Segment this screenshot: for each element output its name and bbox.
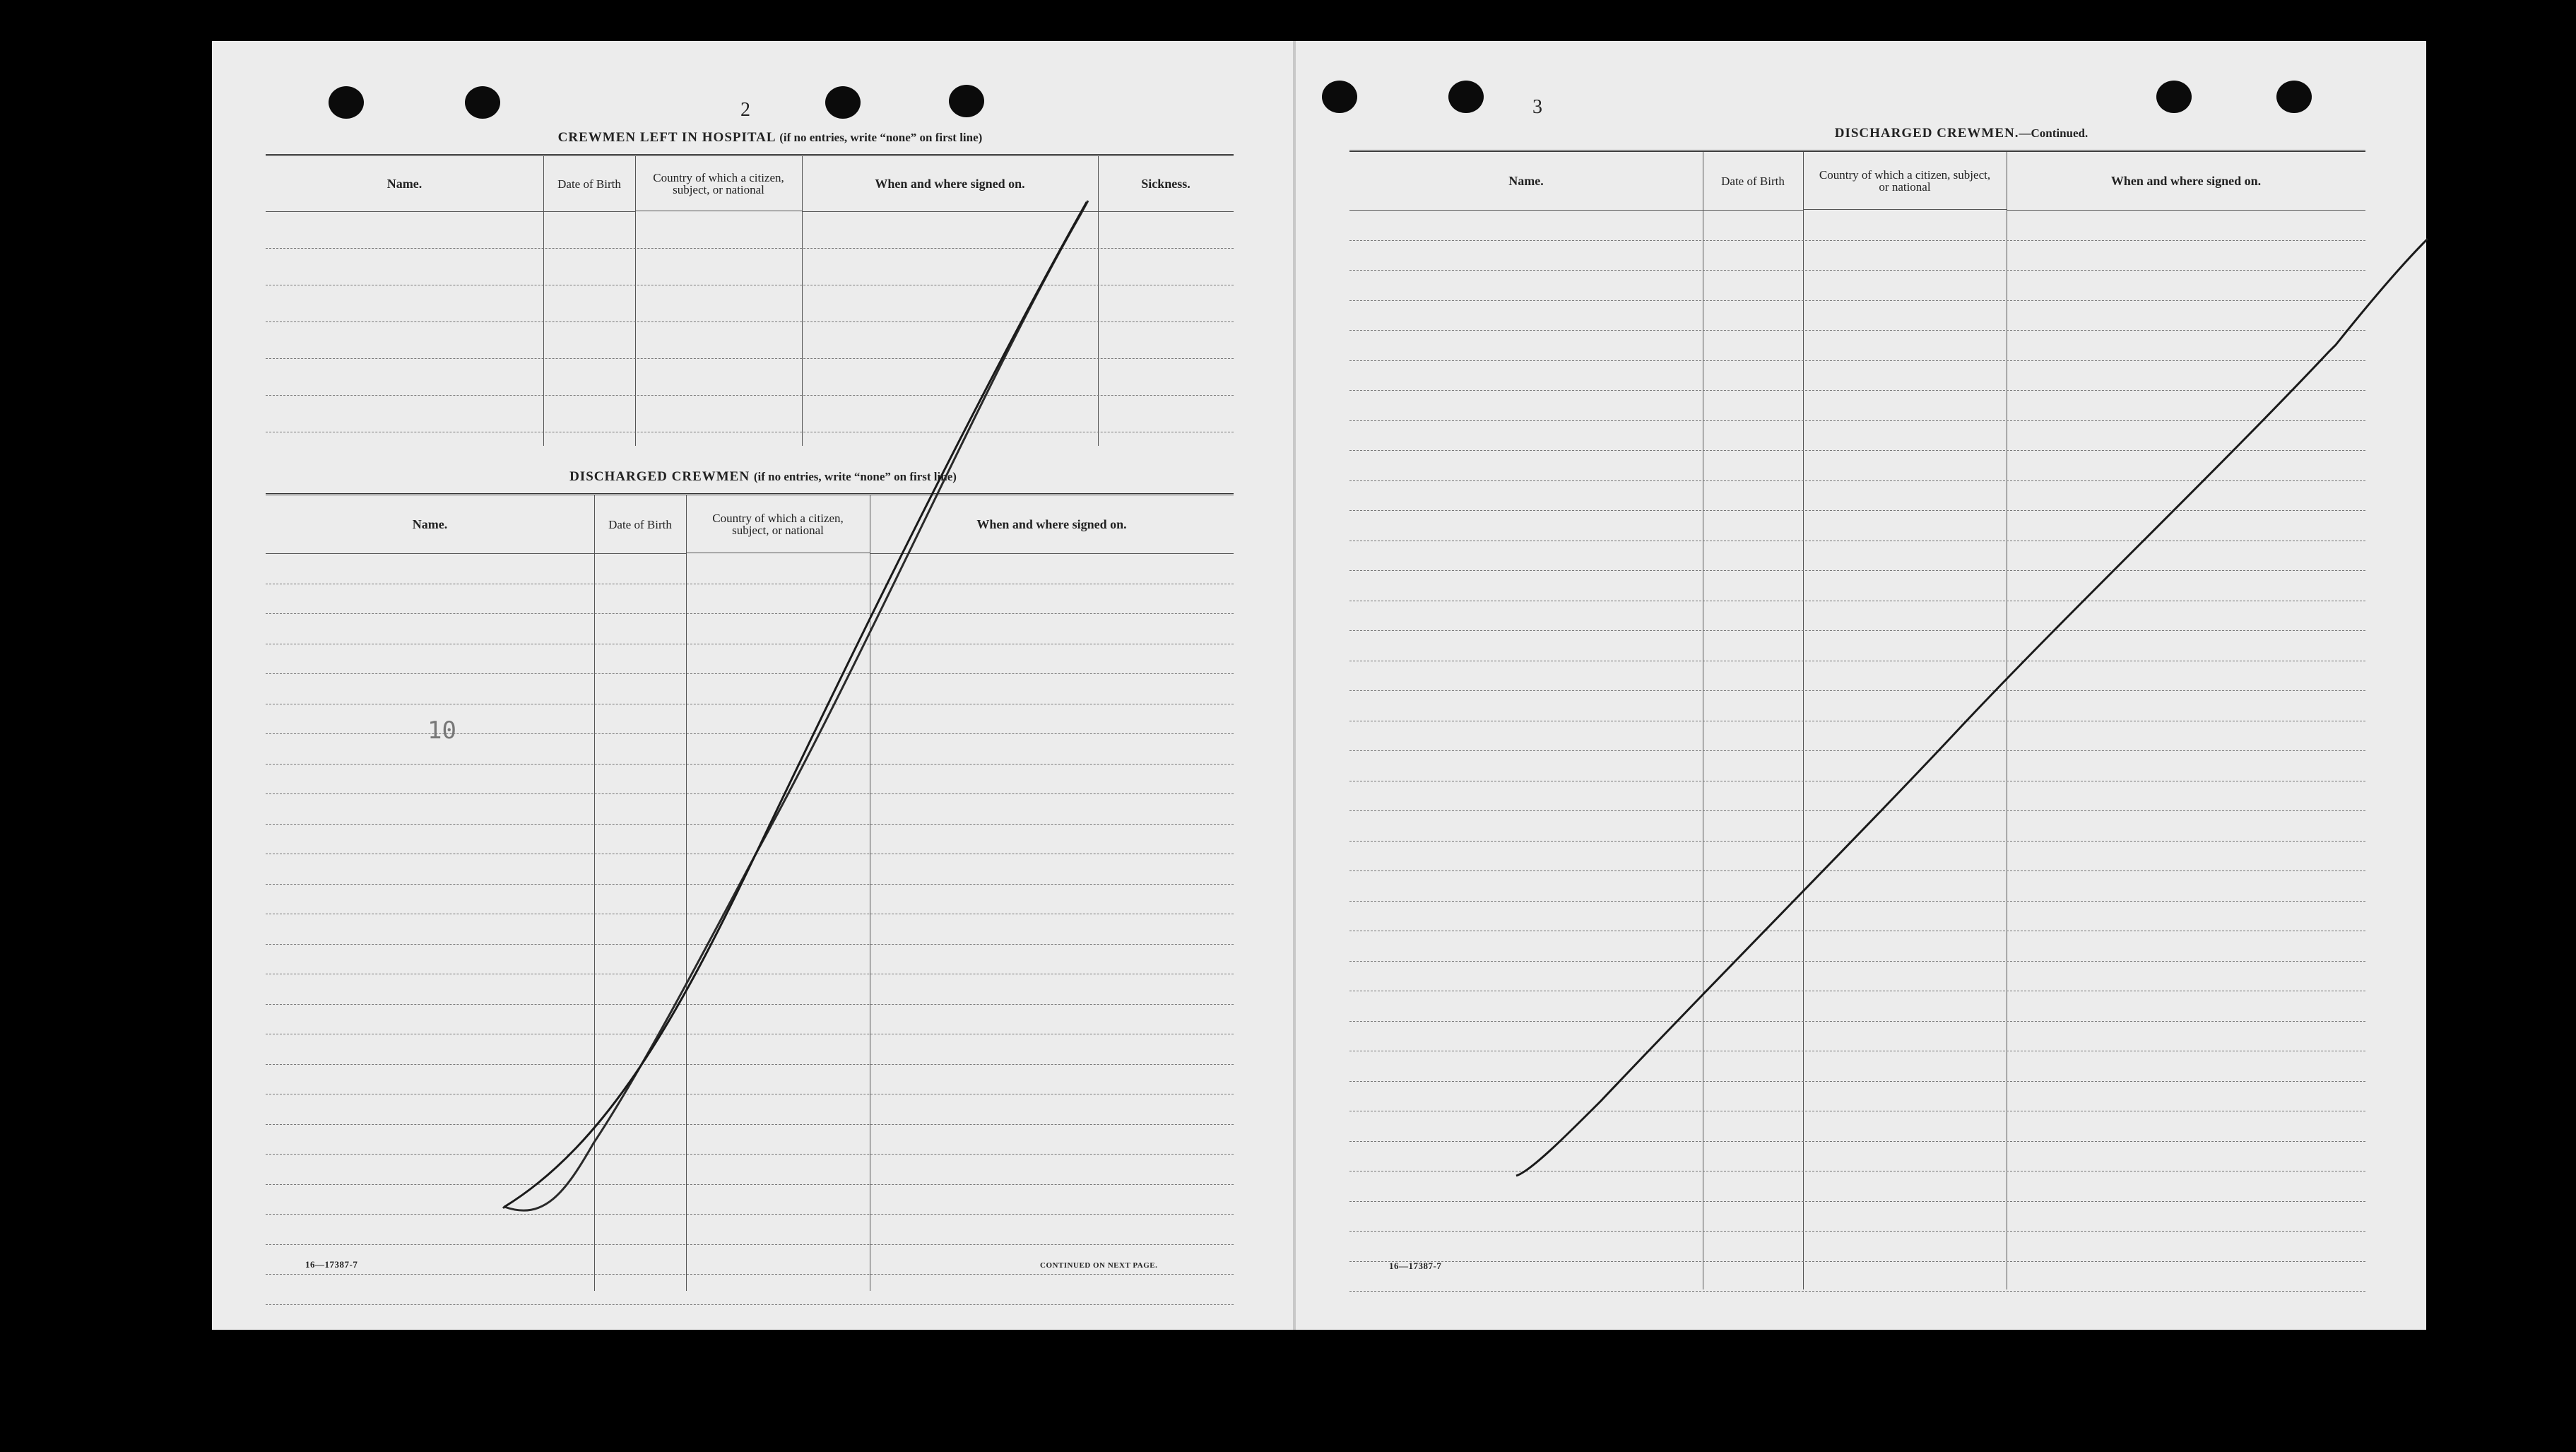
col-header-name: Name. — [266, 156, 543, 212]
form-code: 16—17387-7 — [305, 1259, 358, 1270]
col-header-sickness: Sickness. — [1098, 156, 1234, 212]
col-header-date-of-birth: Date of Birth — [1703, 152, 1803, 211]
discharged-title-text: DISCHARGED CREWMEN — [569, 469, 750, 484]
scanned-document — [212, 41, 2426, 1330]
col-header-name: Name. — [266, 495, 594, 554]
page-number: 2 — [740, 99, 750, 121]
col-header-country: Country of which a citizen, subject, or national — [635, 156, 802, 211]
col-header-signed-on: When and where signed on. — [802, 156, 1098, 212]
discharged-continued-title-text: DISCHARGED CREWMEN. — [1834, 126, 2019, 141]
left-page — [212, 41, 1292, 1330]
cancellation-line — [1297, 41, 2426, 1330]
col-header-name: Name. — [1349, 152, 1703, 211]
continued-notice: CONTINUED ON NEXT PAGE. — [1040, 1261, 1158, 1270]
discharged-title-note: (if no entries, write “none” on first line) — [753, 470, 957, 483]
page-number: 3 — [1532, 96, 1542, 118]
col-header-date-of-birth: Date of Birth — [594, 495, 686, 554]
col-header-signed-on: When and where signed on. — [870, 495, 1234, 554]
col-header-country: Country of which a citizen, subject, or national — [1803, 152, 2007, 210]
hospital-title-text: CREWMEN LEFT IN HOSPITAL — [557, 130, 776, 145]
col-header-signed-on: When and where signed on. — [2007, 152, 2365, 211]
col-header-country: Country of which a citizen, subject, or national — [686, 495, 870, 553]
col-header-date-of-birth: Date of Birth — [543, 156, 635, 212]
right-page — [1297, 41, 2426, 1330]
page-gutter — [1293, 41, 1296, 1330]
discharged-continued-title-note: —Continued. — [2019, 126, 2088, 140]
faint-stamp: 10 — [427, 716, 456, 745]
form-code: 16—17387-7 — [1389, 1261, 1442, 1271]
hospital-title-note: (if no entries, write “none” on first line) — [779, 131, 983, 144]
cancellation-line — [212, 41, 1292, 1330]
